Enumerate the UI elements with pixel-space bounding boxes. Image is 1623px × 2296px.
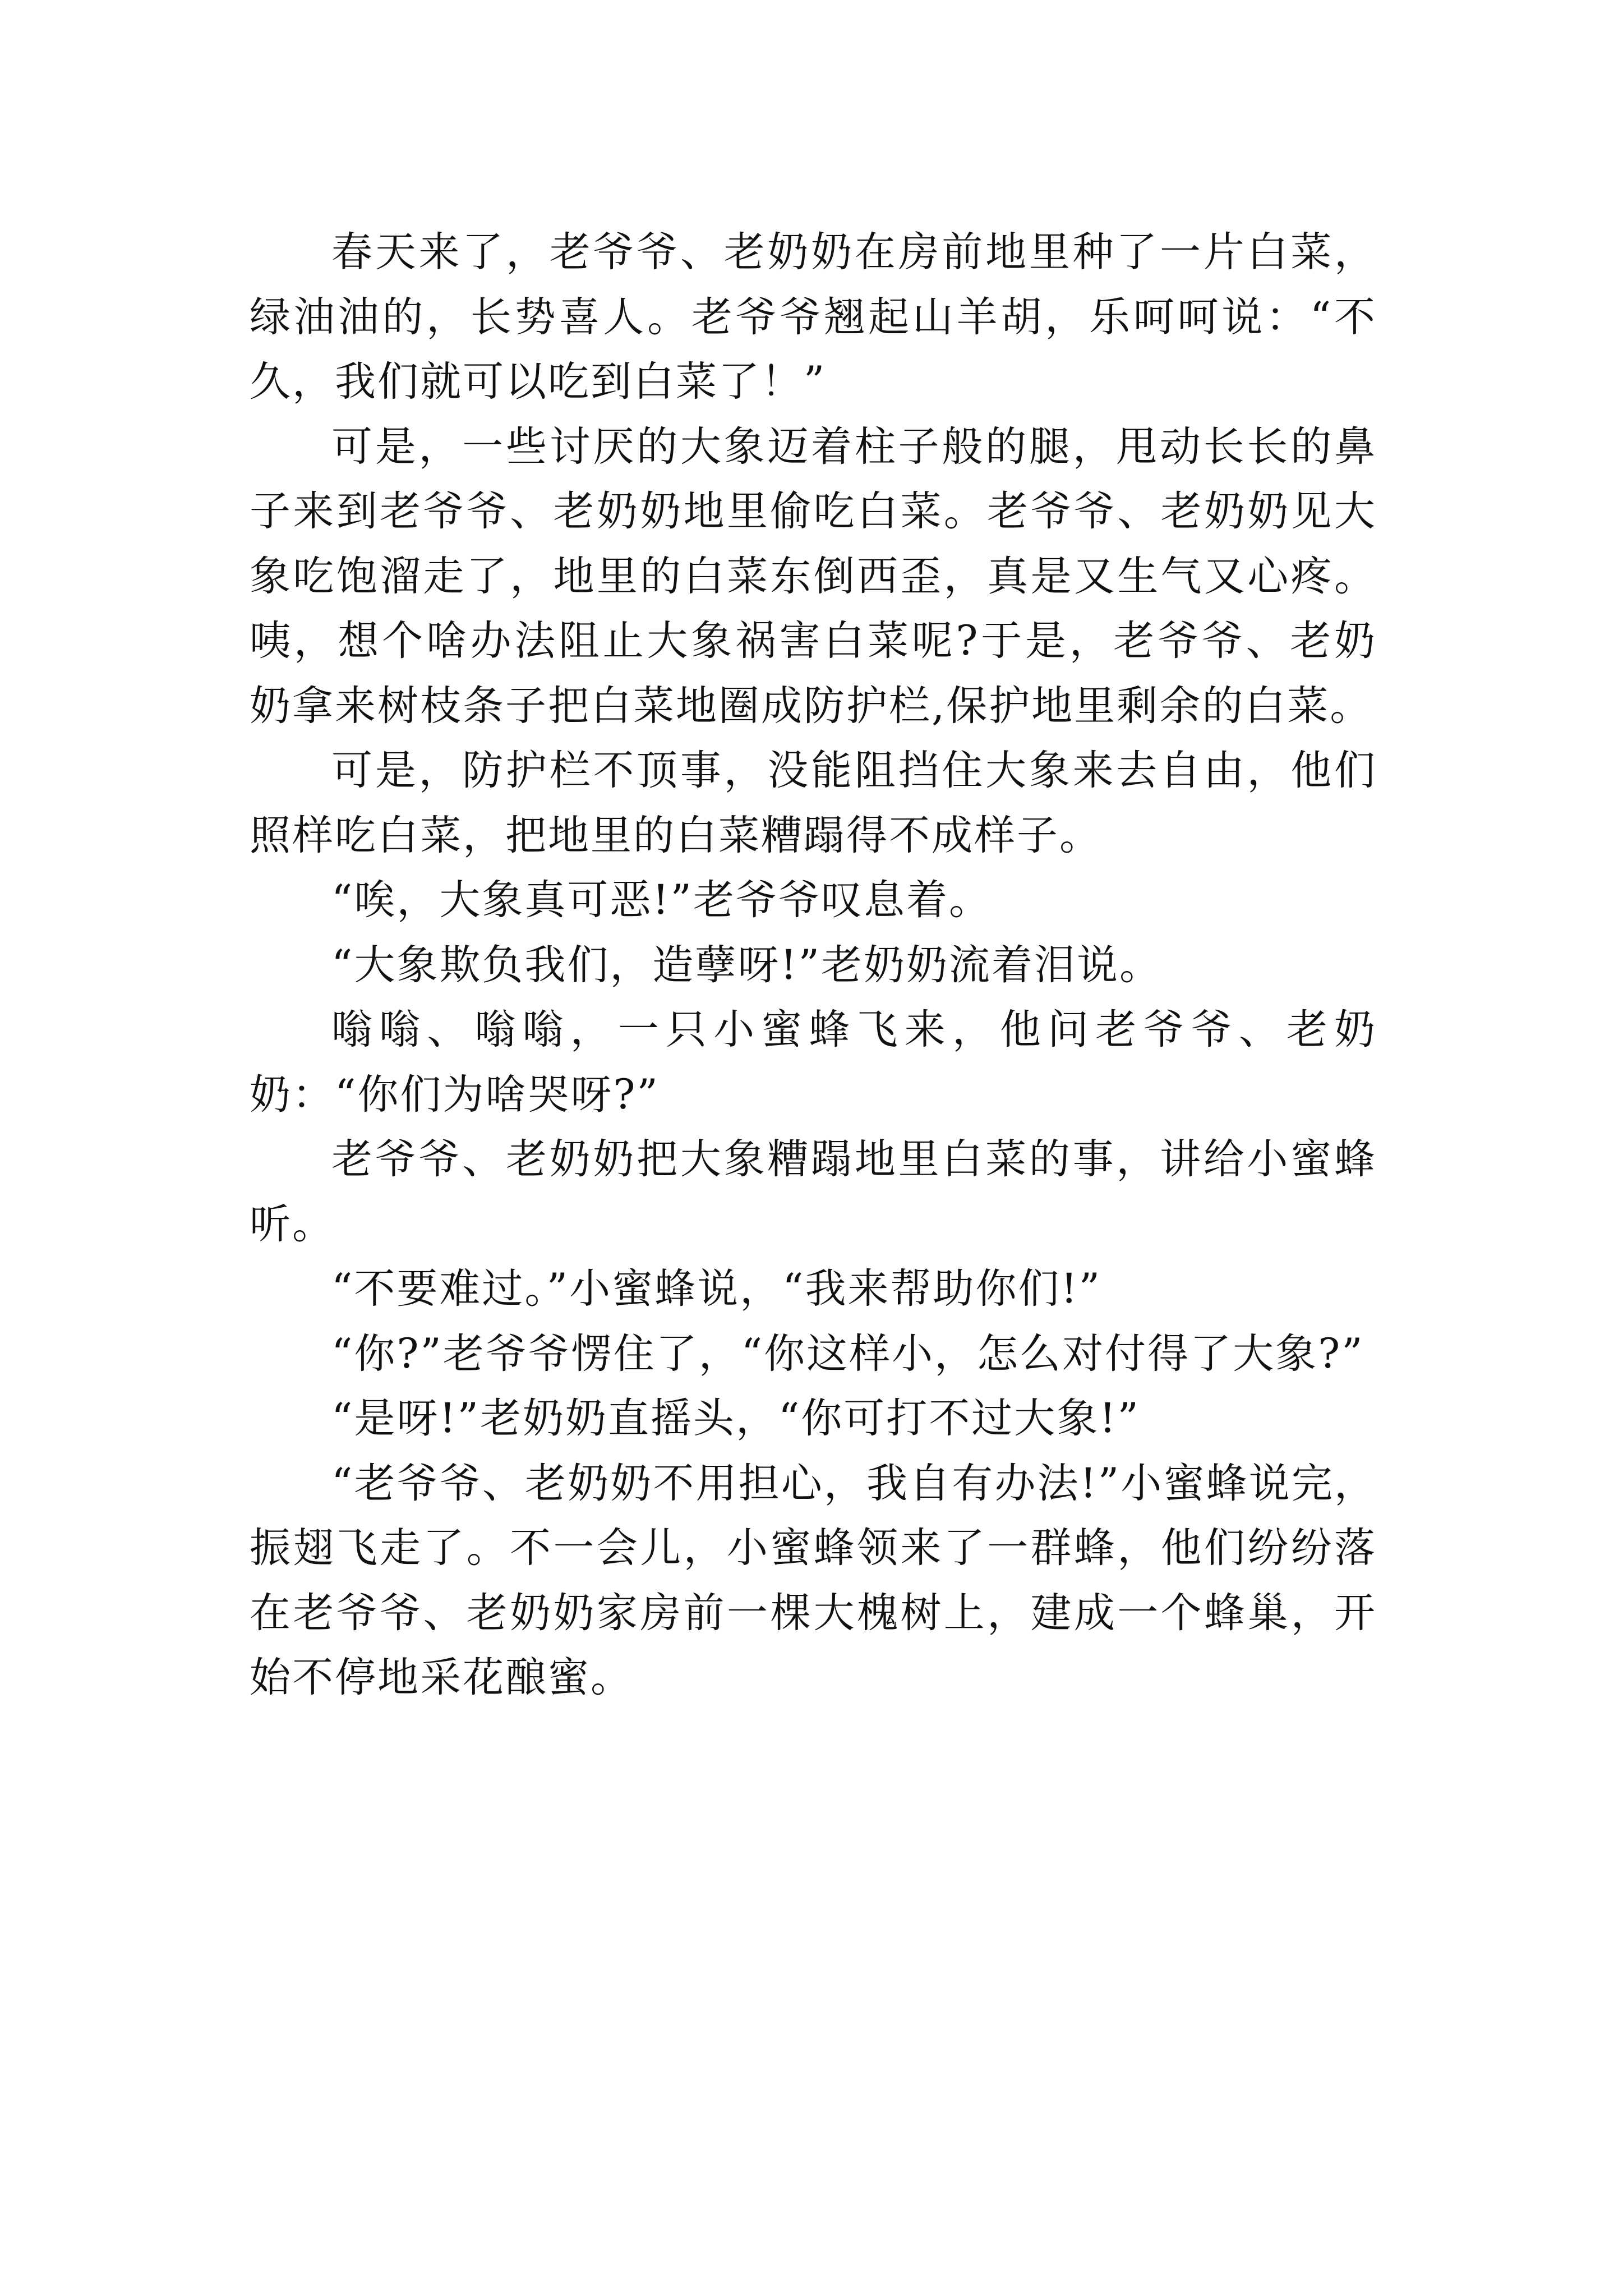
paragraph-tell-bee: 老爷爷、老奶奶把大象糟蹋地里白菜的事，讲给小蜜蜂听。	[250, 1135, 1377, 1248]
paragraph-bee-offers-help: “不要难过。”小蜜蜂说，“我来帮助你们!”	[331, 1265, 1102, 1313]
paragraph-grandpa-sighs: “唉，大象真可恶!”老爷爷叹息着。	[331, 876, 992, 924]
paragraph-fence-fails: 可是，防护栏不顶事，没能阻挡住大象来去自由，他们照样吃白菜，把地里的白菜糟蹋得不成样子。	[250, 747, 1377, 859]
story-body	[250, 220, 1377, 1710]
paragraph-bees-build-nest: “老爷爷、老奶奶不用担心，我自有办法!”小蜜蜂说完，振翅飞走了。不一会儿，小蜜蜂领来了一群蜂，他们纷纷落在老爷爷、老奶奶家房前一棵大槐树上，建成一个蜂巢，开始不停地采花酿蜜。	[250, 1459, 1377, 1701]
paragraph-spring-cabbage: 春天来了，老爷爷、老奶奶在房前地里种了一片白菜，绿油油的，长势喜人。老爷爷翘起山羊胡，乐呵呵说：“不久，我们就可以吃到白菜了！”	[250, 228, 1377, 406]
paragraph-grandma-doubts: “是呀!”老奶奶直摇头，“你可打不过大象!”	[331, 1395, 1140, 1442]
paragraph-grandpa-doubts: “你?”老爷爷愣住了，“你这样小，怎么对付得了大象?”	[331, 1329, 1364, 1378]
paragraph-grandma-cries: “大象欺负我们，造孽呀!”老奶奶流着泪说。	[331, 941, 1162, 989]
paragraph-bee-arrives: 嗡嗡、嗡嗡，一只小蜜蜂飞来，他问老爷爷、老奶奶：“你们为啥哭呀?”	[250, 1006, 1377, 1119]
paragraph-elephants-eat-cabbage: 可是，一些讨厌的大象迈着柱子般的腿，甩动长长的鼻子来到老爷爷、老奶奶地里偷吃白菜。老爷爷、老奶奶见大象吃饱溜走了，地里的白菜东倒西歪，真是又生气又心疼。咦，想个啥办法阻止大象祸害白菜呢?于是，老爷爷、老奶奶拿来树枝条子把白菜地圈成防护栏,保护地里剩余的白菜。	[250, 422, 1377, 730]
